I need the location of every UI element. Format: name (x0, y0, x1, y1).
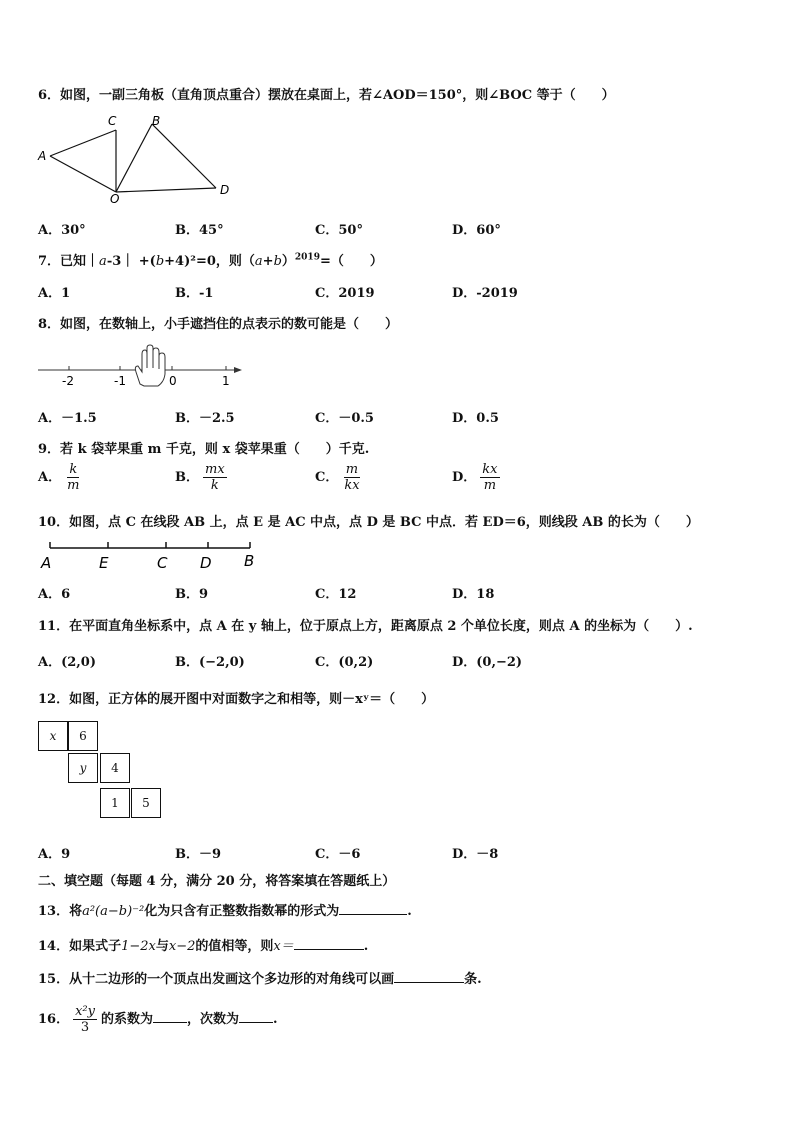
q8-option-d: D．0.5 (452, 411, 499, 426)
triangle-figure (36, 112, 236, 204)
q16-coefficient-blank[interactable] (153, 1010, 187, 1023)
q11-option-d: D．(0,−2) (452, 655, 523, 670)
q8-option-a: A．－1.5 (38, 411, 97, 426)
net-cell-y: y (68, 753, 98, 783)
question-13-text: 13．将a²(a−b)⁻²化为只含有正整数指数幂的形式为 . (38, 904, 412, 919)
segment-figure (36, 538, 266, 574)
tick-label-neg2: -2 (62, 374, 74, 388)
label-B: B (152, 114, 161, 128)
q10-option-d: D．18 (452, 587, 495, 602)
tick-label-0: 0 (169, 374, 177, 388)
q15-answer-blank[interactable] (394, 970, 464, 983)
q10-option-a: A．6 (38, 587, 71, 602)
label-C: C (108, 114, 117, 128)
q12-option-d: D．－8 (452, 847, 499, 862)
question-15-text: 15．从十二边形的一个顶点出发画这个多边形的对角线可以画 条. (38, 972, 482, 987)
question-16-text: 16． $\frac{\text{x²y}}{3}$ 的系数为 ，次数为 . (38, 1004, 278, 1035)
point-label-D: D (200, 554, 212, 572)
q14-answer-blank[interactable] (294, 937, 364, 950)
q12-option-c: C．－6 (315, 847, 361, 862)
q6-option-b: B．45° (175, 223, 224, 238)
point-label-E: E (99, 554, 109, 572)
q10-option-c: C．12 (315, 587, 357, 602)
net-cell-1: 1 (100, 788, 130, 818)
q9-option-d: D． $\frac{kx}{m}$ (452, 462, 498, 493)
question-8-text: 8．如图，在数轴上，小手遮挡住的点表示的数可能是（ ） (38, 317, 399, 332)
label-D: D (220, 183, 230, 197)
q11-option-c: C．(0,2) (315, 655, 374, 670)
q11-option-a: A．(2,0) (38, 655, 97, 670)
q7-option-c: C．2019 (315, 286, 375, 301)
label-A: A (38, 149, 47, 163)
tick-label-neg1: -1 (114, 374, 126, 388)
question-10-text: 10．如图，点 C 在线段 AB 上，点 E 是 AC 中点，点 D 是 BC 中点．若 ED＝6，则线段 AB 的长为（ ） (38, 515, 699, 530)
question-14-text: 14．如果式子1−2x与x−2的值相等，则x＝ . (38, 939, 369, 954)
q7-option-b: B．-1 (175, 286, 214, 301)
q6-option-d: D．60° (452, 223, 501, 238)
question-7-text: 7．已知｜a-3｜ +(b+4)²=0，则$(a+b)^{2019}=$（ ） (38, 252, 383, 269)
question-9-text: 9．若 k 袋苹果重 m 千克，则 x 袋苹果重（ ）千克. (38, 442, 370, 457)
point-label-B: B (244, 552, 255, 570)
q7-option-a: A．1 (38, 286, 71, 301)
q8-option-c: C．－0.5 (315, 411, 374, 426)
q8-option-b: B．－2.5 (175, 411, 235, 426)
q7-option-d: D．-2019 (452, 286, 518, 301)
section-2-heading: 二、填空题（每题 4 分，满分 20 分，将答案填在答题纸上） (38, 874, 396, 889)
q13-answer-blank[interactable] (339, 902, 407, 915)
q6-option-c: C．50° (315, 223, 363, 238)
tick-label-1: 1 (222, 374, 230, 388)
q16-degree-blank[interactable] (239, 1010, 273, 1023)
point-label-A: A (41, 554, 52, 572)
net-cell-x: x (38, 721, 68, 751)
net-cell-5: 5 (131, 788, 161, 818)
label-O: O (110, 192, 120, 204)
q9-option-a: A． $\frac{k}{m}$ (38, 462, 80, 493)
question-12-text: 12．如图，正方体的展开图中对面数字之和相等，则－xʸ＝（ ） (38, 692, 435, 707)
q9-option-b: B． $\frac{mx}{k}$ (175, 462, 225, 493)
q11-option-b: B．(−2,0) (175, 655, 245, 670)
q10-option-b: B．9 (175, 587, 209, 602)
question-6-text: 6．如图，一副三角板（直角顶点重合）摆放在桌面上，若∠AOD＝150°，则∠BOC 等于（ ） (38, 88, 615, 103)
net-cell-6: 6 (68, 721, 98, 751)
q12-option-a: A．9 (38, 847, 71, 862)
q9-option-c: C． $\frac{m}{kx}$ (315, 462, 360, 493)
question-11-text: 11．在平面直角坐标系中，点 A 在 y 轴上，位于原点上方，距离原点 2 个单位长度，则点 A 的坐标为（ ）. (38, 619, 693, 634)
point-label-C: C (157, 554, 168, 572)
q6-option-a: A．30° (38, 223, 86, 238)
number-line-figure (36, 342, 248, 390)
net-cell-4: 4 (100, 753, 130, 783)
q12-option-b: B．－9 (175, 847, 222, 862)
hand-icon (135, 345, 165, 386)
